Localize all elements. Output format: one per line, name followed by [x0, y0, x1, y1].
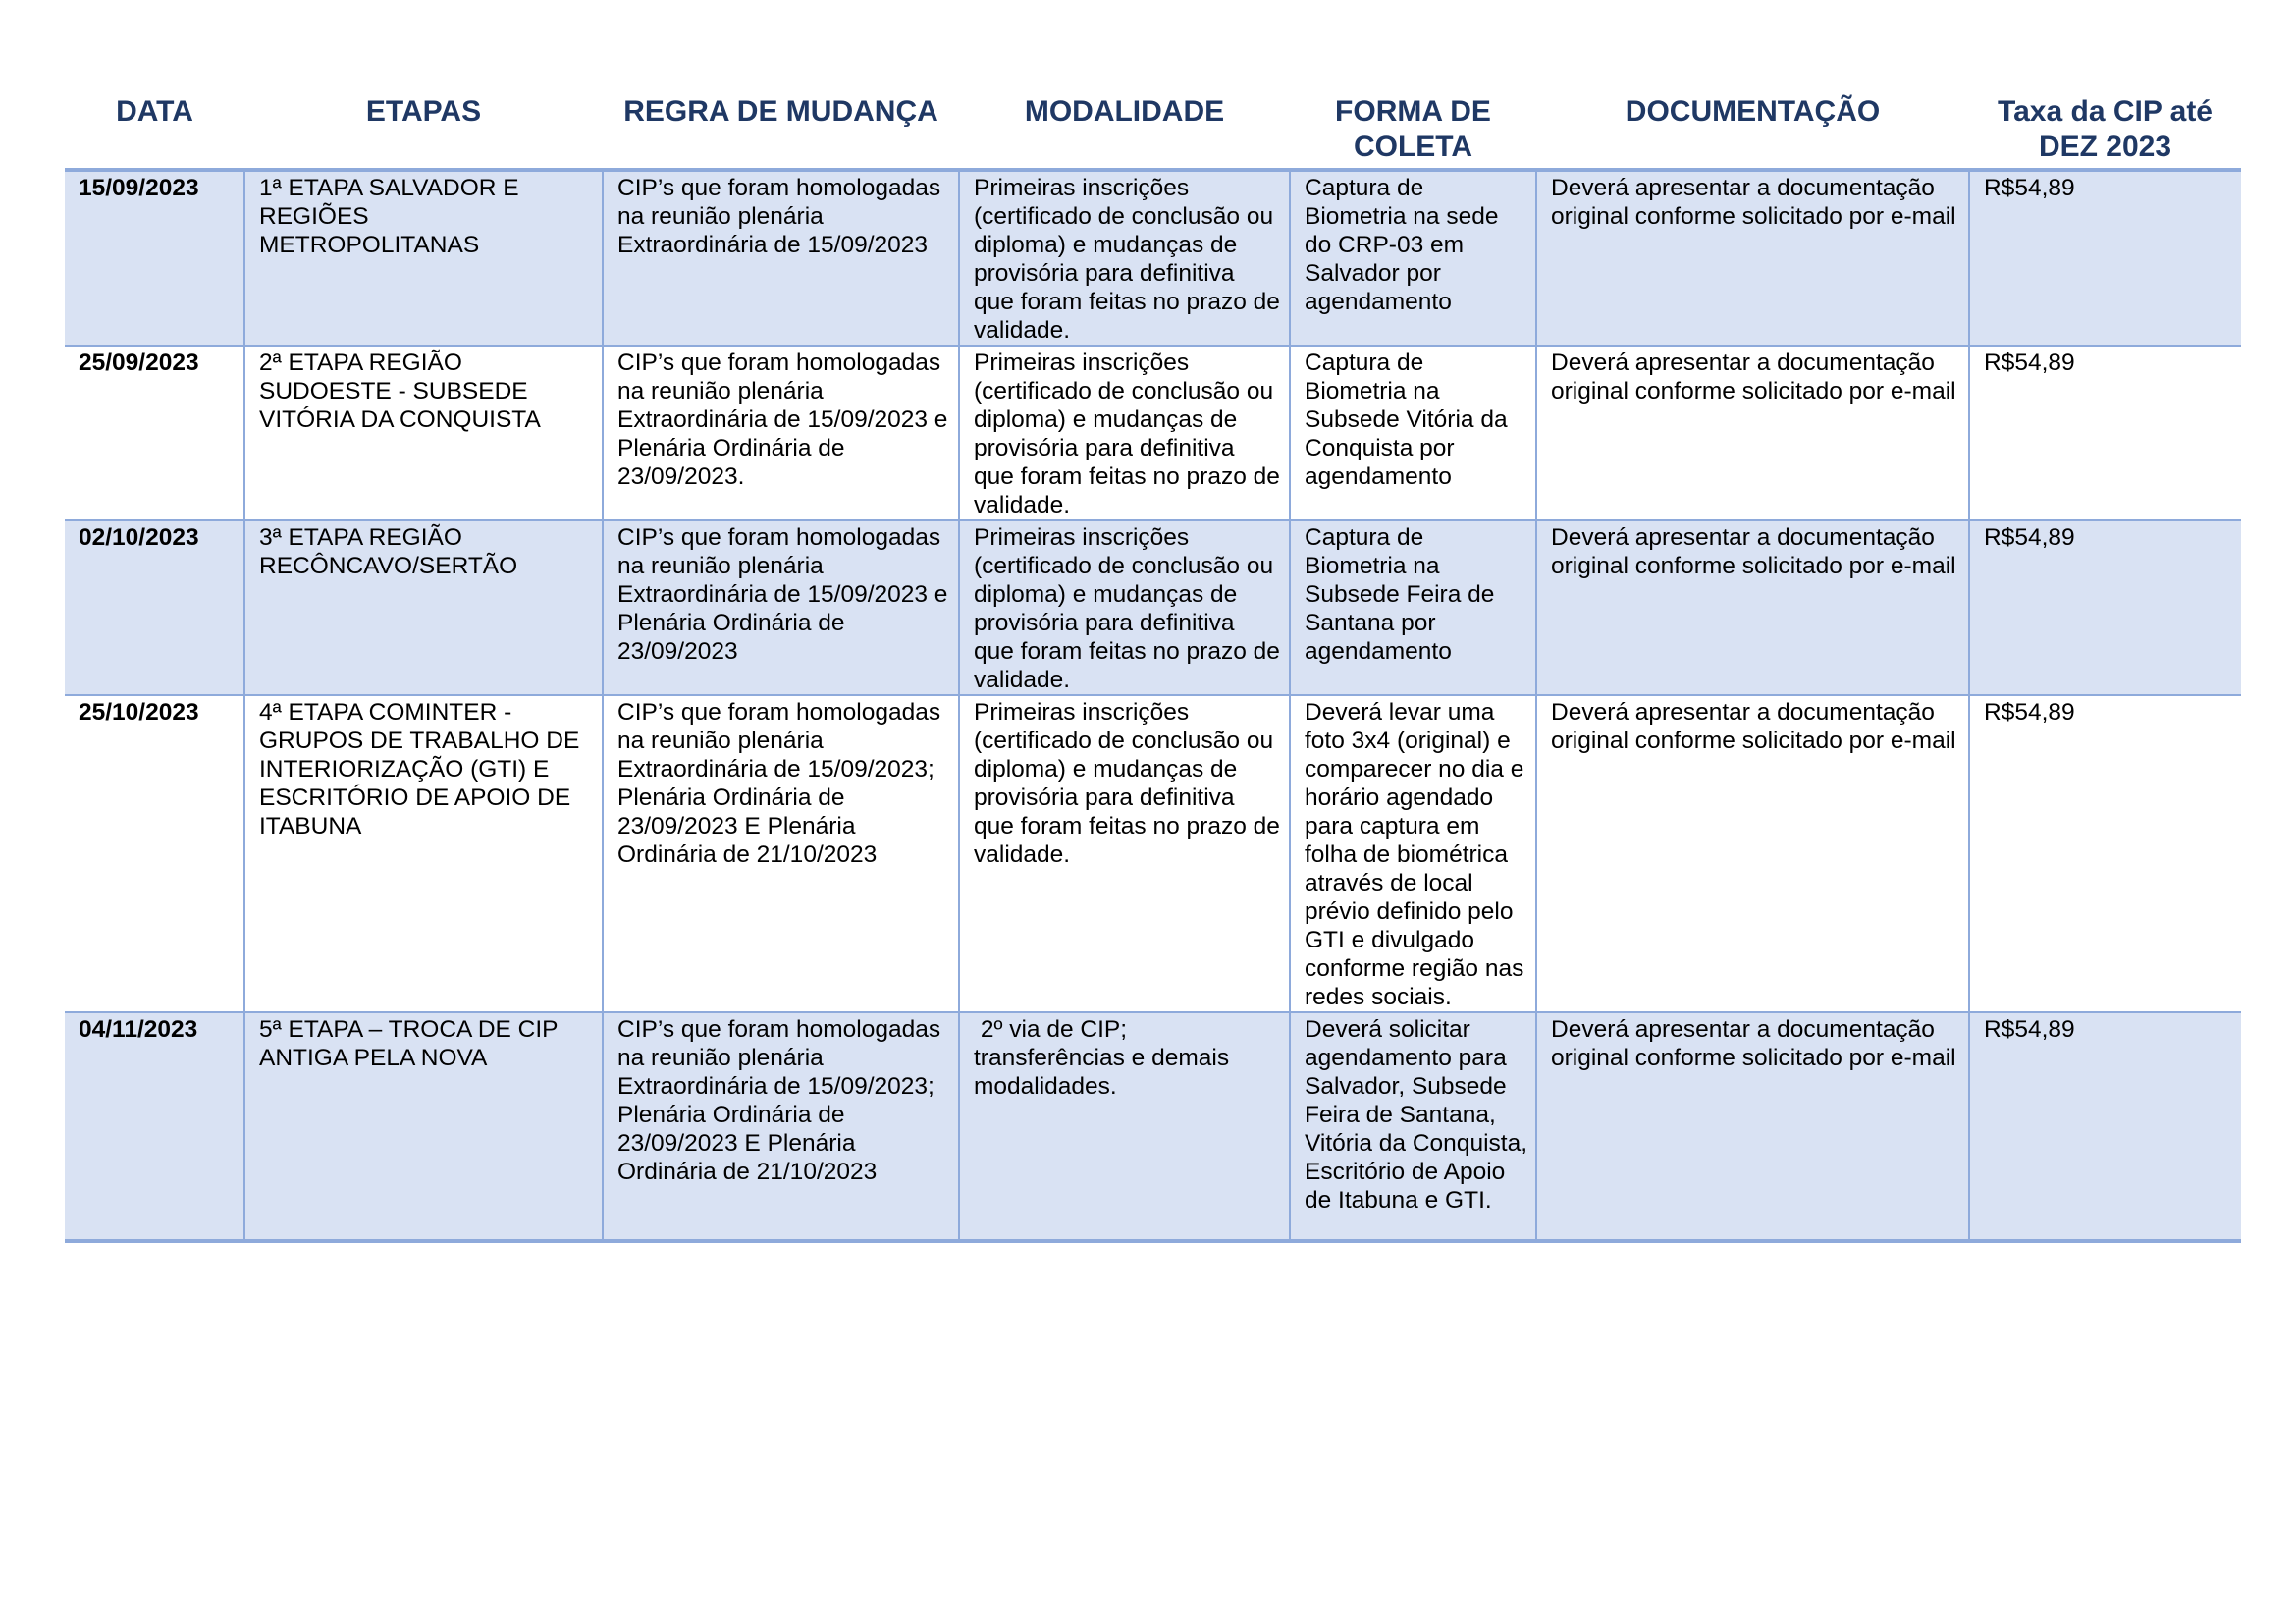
cell-etapa: 4ª ETAPA COMINTER - GRUPOS DE TRABALHO DE INTERIORIZAÇÃO (GTI) E ESCRITÓRIO DE APOIO DE ITABUNA: [244, 695, 603, 1012]
cell-forma-coleta: Captura de Biometria na Subsede Feira de Santana por agendamento: [1290, 520, 1536, 695]
cell-modalidade: Primeiras inscrições (certificado de conclusão ou diploma) e mudanças de provisória para definitiva que foram feitas no prazo de validade.: [959, 520, 1290, 695]
cell-data: 25/10/2023: [65, 695, 244, 1012]
cell-taxa: R$54,89: [1969, 520, 2241, 695]
cell-etapa: 2ª ETAPA REGIÃO SUDOESTE - SUBSEDE VITÓRIA DA CONQUISTA: [244, 346, 603, 520]
cell-data: 02/10/2023: [65, 520, 244, 695]
cell-data: 15/09/2023: [65, 170, 244, 346]
cell-data: 25/09/2023: [65, 346, 244, 520]
header-etapas: ETAPAS: [365, 95, 482, 128]
table-header-row: [65, 94, 2241, 170]
table-row: [65, 170, 2241, 346]
cell-documentacao: Deverá apresentar a documentação original conforme solicitado por e-mail: [1536, 1012, 1969, 1241]
cell-documentacao: Deverá apresentar a documentação original conforme solicitado por e-mail: [1536, 695, 1969, 1012]
header-forma-de-coleta: FORMA DE COLETA: [1335, 95, 1491, 163]
cell-modalidade: 2º via de CIP; transferências e demais modalidades.: [959, 1012, 1290, 1241]
table-row: [65, 695, 2241, 1012]
header-modalidade: MODALIDADE: [1024, 95, 1225, 128]
cell-regra: CIP’s que foram homologadas na reunião plenária Extraordinária de 15/09/2023: [603, 170, 959, 346]
cell-forma-coleta: Captura de Biometria na Subsede Vitória da Conquista por agendamento: [1290, 346, 1536, 520]
cell-regra: CIP’s que foram homologadas na reunião plenária Extraordinária de 15/09/2023; Plenária Ordinária de 23/09/2023 E Plenária Ordinária de 21/10/2023: [603, 1012, 959, 1241]
cell-regra: CIP’s que foram homologadas na reunião plenária Extraordinária de 15/09/2023; Plenária Ordinária de 23/09/2023 E Plenária Ordinária de 21/10/2023: [603, 695, 959, 1012]
cell-forma-coleta: Deverá solicitar agendamento para Salvador, Subsede Feira de Santana, Vitória da Conquista, Escritório de Apoio de Itabuna e GTI.: [1290, 1012, 1536, 1241]
table-row: [65, 346, 2241, 520]
cell-data: 04/11/2023: [65, 1012, 244, 1241]
cell-etapa: 5ª ETAPA – TROCA DE CIP ANTIGA PELA NOVA: [244, 1012, 603, 1241]
cell-taxa: R$54,89: [1969, 170, 2241, 346]
cell-documentacao: Deverá apresentar a documentação original conforme solicitado por e-mail: [1536, 170, 1969, 346]
cip-schedule-table: [65, 94, 2241, 1243]
cell-etapa: 3ª ETAPA REGIÃO RECÔNCAVO/SERTÃO: [244, 520, 603, 695]
header-regra-de-mudanca: REGRA DE MUDANÇA: [623, 95, 938, 128]
table-row: [65, 1012, 2241, 1241]
cell-modalidade: Primeiras inscrições (certificado de conclusão ou diploma) e mudanças de provisória para definitiva que foram feitas no prazo de validade.: [959, 170, 1290, 346]
cell-forma-coleta: Deverá levar uma foto 3x4 (original) e comparecer no dia e horário agendado para captura em folha de biométrica através de local prévio definido pelo GTI e divulgado conforme região nas redes sociais.: [1290, 695, 1536, 1012]
header-taxa: Taxa da CIP até DEZ 2023: [1998, 95, 2213, 163]
header-data: DATA: [116, 95, 193, 128]
cell-regra: CIP’s que foram homologadas na reunião plenária Extraordinária de 15/09/2023 e Plenária Ordinária de 23/09/2023: [603, 520, 959, 695]
cell-documentacao: Deverá apresentar a documentação original conforme solicitado por e-mail: [1536, 346, 1969, 520]
header-documentacao: DOCUMENTAÇÃO: [1625, 95, 1881, 128]
cell-modalidade: Primeiras inscrições (certificado de conclusão ou diploma) e mudanças de provisória para definitiva que foram feitas no prazo de validade.: [959, 346, 1290, 520]
cell-regra: CIP’s que foram homologadas na reunião plenária Extraordinária de 15/09/2023 e Plenária Ordinária de 23/09/2023.: [603, 346, 959, 520]
cell-taxa: R$54,89: [1969, 1012, 2241, 1241]
cell-documentacao: Deverá apresentar a documentação original conforme solicitado por e-mail: [1536, 520, 1969, 695]
cell-taxa: R$54,89: [1969, 346, 2241, 520]
cell-taxa: R$54,89: [1969, 695, 2241, 1012]
cell-forma-coleta: Captura de Biometria na sede do CRP-03 em Salvador por agendamento: [1290, 170, 1536, 346]
cell-modalidade: Primeiras inscrições (certificado de conclusão ou diploma) e mudanças de provisória para definitiva que foram feitas no prazo de validade.: [959, 695, 1290, 1012]
cell-etapa: 1ª ETAPA SALVADOR E REGIÕES METROPOLITANAS: [244, 170, 603, 346]
table-row: [65, 520, 2241, 695]
